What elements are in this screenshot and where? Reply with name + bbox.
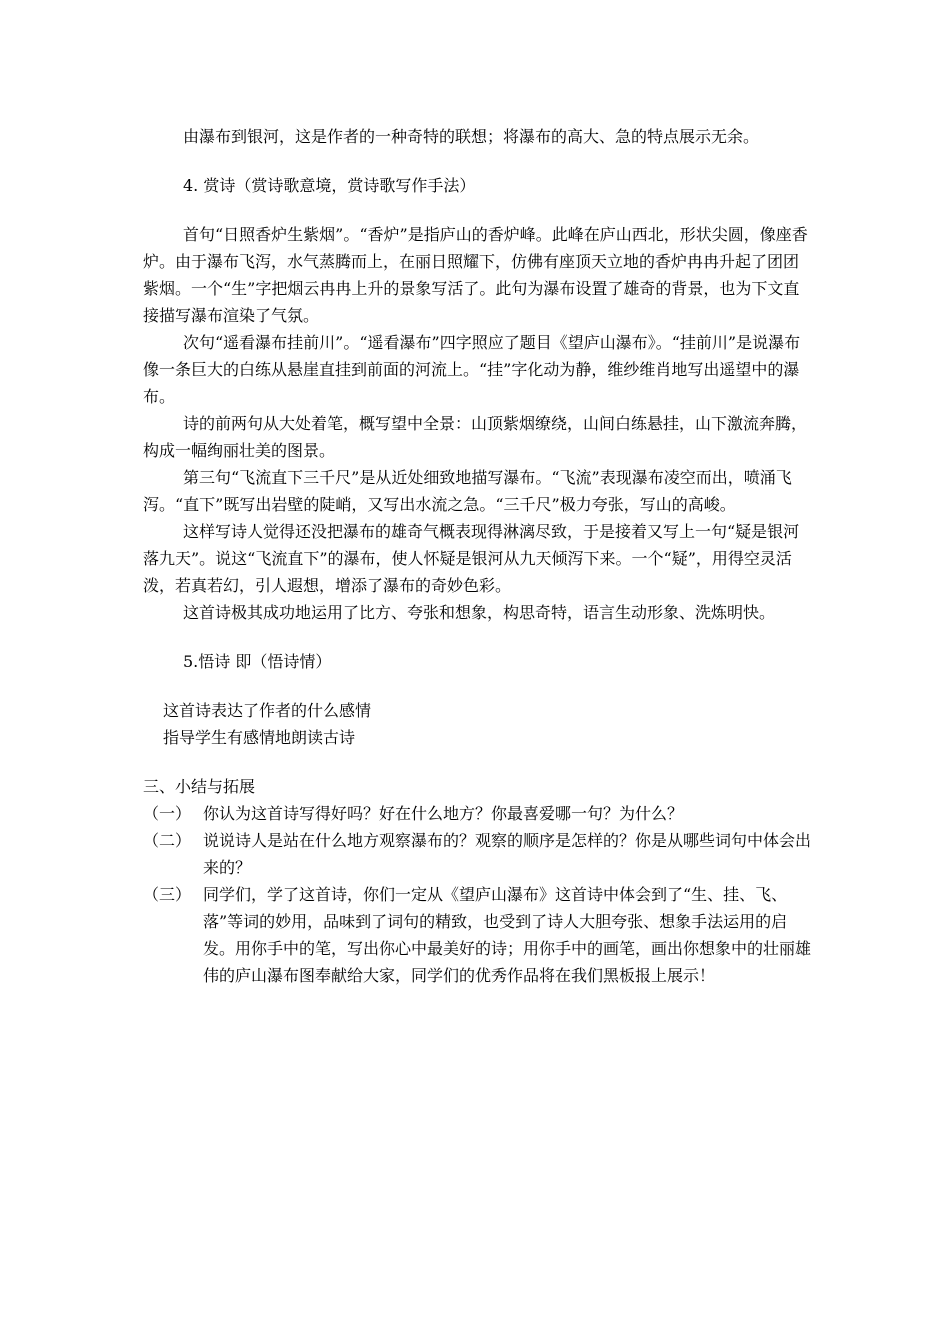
- paragraph: 第三句“飞流直下三千尺”是从近处细致地描写瀑布。“飞流”表现瀑布凌空而出，喷涌飞泻。“直下”既写出岩壁的陡峭，又写出水流之急。“三千尺”极力夸张，写山的高峻。: [143, 468, 792, 514]
- item-text: 同学们，学了这首诗，你们一定从《望庐山瀑布》这首诗中体会到了“生、挂、飞、落”等词的妙用，品味到了词句的精致，也受到了诗人大胆夸张、想象手法运用的启发。用你手中的笔，写出你心中最美好的诗；用你手中的画笔，画出你想象中的壮丽雄伟的庐山瀑布图奉献给大家，同学们的优秀作品将在我们黑板报上展示！: [203, 885, 812, 985]
- item-number: （一）: [143, 804, 192, 823]
- paragraph: 这样写诗人觉得还没把瀑布的雄奇气概表现得淋漓尽致，于是接着又写上一句“疑是银河落九天”。说这“飞流直下”的瀑布，使人怀疑是银河从九天倾泻下来。一个“疑”，用得空灵活泼，若真若幻，引人遐想，增添了瀑布的奇妙色彩。: [143, 522, 800, 595]
- spacer: [143, 626, 813, 648]
- list-item: 指导学生有感情地朗读古诗: [163, 728, 356, 747]
- section-4-heading: 4. 赏诗（赏诗歌意境，赏诗歌写作手法）: [183, 176, 476, 195]
- numbered-item: [143, 800, 813, 827]
- spacer: [143, 150, 813, 172]
- numbered-item: [143, 881, 813, 989]
- section-5-heading: 5.悟诗 即（悟诗情）: [183, 652, 332, 671]
- numbered-item: [143, 827, 813, 881]
- paragraph: 这首诗极其成功地运用了比方、夸张和想象，构思奇特，语言生动形象、洗炼明快。: [183, 603, 776, 622]
- item-text: 说说诗人是站在什么地方观察瀑布的？观察的顺序是怎样的？你是从哪些词句中体会出来的？: [203, 831, 812, 877]
- paragraph: 诗的前两句从大处着笔，概写望中全景：山顶紫烟缭绕，山间白练悬挂，山下激流奔腾，构成一幅绚丽壮美的图景。: [143, 414, 808, 460]
- spacer: [143, 751, 813, 773]
- item-text: 你认为这首诗写得好吗？好在什么地方？你最喜爱哪一句？为什么？: [203, 804, 684, 823]
- paragraph: 首句“日照香炉生紫烟”。“香炉”是指庐山的香炉峰。此峰在庐山西北，形状尖圆，像座香炉。由于瀑布飞泻，水气蒸腾而上，在丽日照耀下，仿佛有座顶天立地的香炉冉冉升起了团团紫烟。一个“生”字把烟云冉冉上升的景象写活了。此句为瀑布设置了雄奇的背景，也为下文直接描写瀑布渲染了气氛。: [143, 225, 808, 325]
- spacer: [143, 675, 813, 697]
- spacer: [143, 199, 813, 221]
- section-3-heading: 三、小结与拓展: [143, 777, 256, 796]
- document-body: [143, 123, 813, 989]
- item-number: （二）: [143, 831, 192, 850]
- paragraph: 次句“遥看瀑布挂前川”。“遥看瀑布”四字照应了题目《望庐山瀑布》。“挂前川”是说瀑布像一条巨大的白练从悬崖直挂到前面的河流上。“挂”字化动为静，维纱维肖地写出遥望中的瀑布。: [143, 333, 801, 406]
- intro-paragraph: 由瀑布到银河，这是作者的一种奇特的联想；将瀑布的高大、急的特点展示无余。: [183, 127, 760, 146]
- item-number: （三）: [143, 885, 192, 904]
- list-item: 这首诗表达了作者的什么感情: [163, 701, 372, 720]
